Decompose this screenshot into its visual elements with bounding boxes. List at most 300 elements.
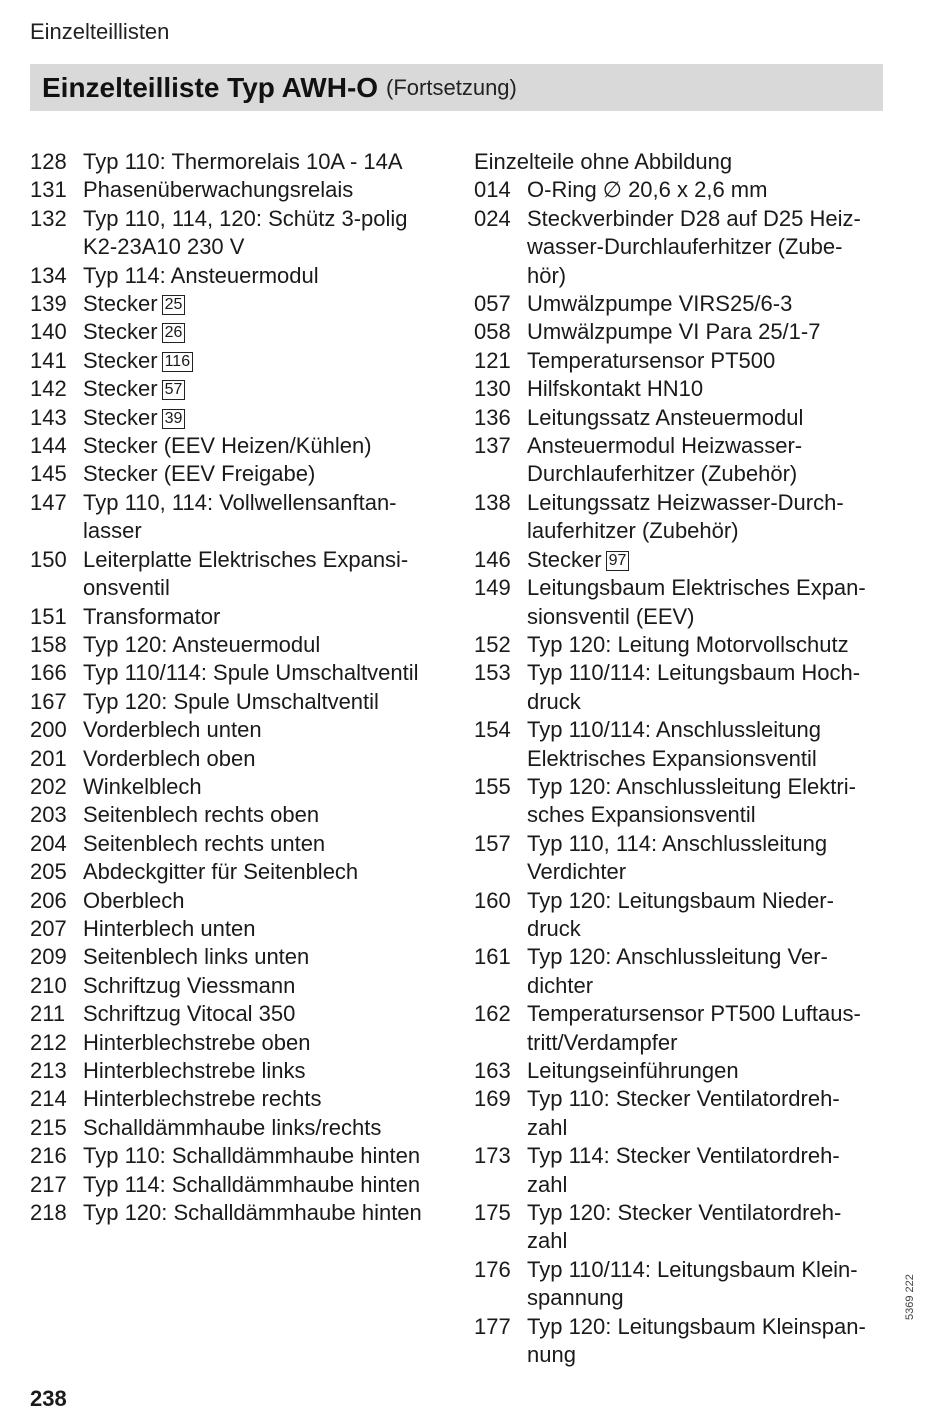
item-description-line (527, 972, 894, 1000)
item-description (527, 290, 894, 318)
item-description-line (527, 1142, 894, 1170)
item-description-line (527, 1256, 894, 1284)
list-item (30, 1114, 450, 1142)
list-item (474, 290, 894, 318)
item-number: 176 (474, 1256, 511, 1282)
item-description-line (83, 887, 450, 915)
list-item (30, 659, 450, 687)
item-description (527, 659, 894, 716)
item-text: Typ 110/114: Anschlussleitung (527, 717, 821, 743)
list-item (474, 773, 894, 830)
item-text: Stecker (83, 376, 158, 402)
item-description (83, 432, 450, 460)
item-description-line (83, 1000, 450, 1028)
item-number: 145 (30, 461, 67, 487)
list-item (30, 1057, 450, 1085)
item-description (527, 1057, 894, 1085)
item-text: Typ 120: Anschlussleitung Elektri- (527, 773, 856, 799)
item-text: Steckverbinder D28 auf D25 Heiz- (527, 205, 861, 231)
list-item (30, 1199, 450, 1227)
item-text: sionsventil (EEV) (527, 603, 695, 629)
document-code: 5369 222 (904, 1274, 916, 1320)
item-description-line (527, 1284, 894, 1312)
list-item (474, 830, 894, 887)
item-description-line (527, 318, 894, 346)
item-description-line (83, 773, 450, 801)
item-description-line (83, 517, 450, 545)
item-text: Typ 120: Spule Umschaltventil (83, 688, 379, 714)
item-description-line (83, 262, 450, 290)
item-description (83, 1142, 450, 1170)
item-text: Leitungssatz Heizwasser-Durch- (527, 489, 844, 515)
item-description (527, 347, 894, 375)
item-description (527, 830, 894, 887)
item-description-line (83, 176, 450, 204)
item-text: Typ 110, 114: Anschlussleitung (527, 830, 828, 856)
item-text: wasser-Durchlauferhitzer (Zube- (527, 234, 843, 260)
item-text: Stecker (83, 291, 158, 317)
list-item (30, 688, 450, 716)
item-description-line (527, 489, 894, 517)
item-text: Phasenüberwachungsrelais (83, 177, 354, 203)
connector-number-box: 97 (606, 551, 630, 571)
item-description-line (527, 290, 894, 318)
item-text: Seitenblech rechts oben (83, 802, 320, 828)
item-number: 131 (30, 177, 67, 203)
item-number: 211 (30, 1001, 66, 1027)
item-description (527, 943, 894, 1000)
item-text: Schriftzug Vitocal 350 (83, 1001, 296, 1027)
list-item (474, 574, 894, 631)
item-text: Leiterplatte Elektrisches Expansi- (83, 546, 409, 572)
item-text: Transformator (83, 603, 221, 629)
item-number: 143 (30, 404, 67, 430)
item-number: 163 (474, 1058, 511, 1083)
item-text: Typ 114: Schalldämmhaube hinten (83, 1171, 421, 1197)
item-description-line (83, 603, 450, 631)
item-number: 146 (474, 546, 511, 572)
list-item (30, 460, 450, 488)
item-text: Stecker (83, 404, 158, 430)
list-item (30, 1000, 450, 1028)
item-number: 217 (30, 1171, 67, 1197)
list-item (30, 943, 450, 971)
item-text: Hilfskontakt HN10 (527, 376, 704, 402)
item-description (83, 489, 450, 546)
item-text: Typ 110/114: Leitungsbaum Hoch- (527, 660, 861, 686)
item-number: 160 (474, 887, 511, 913)
item-description (83, 404, 450, 432)
item-number: 218 (30, 1200, 67, 1226)
list-item (30, 290, 450, 318)
item-text: Typ 120: Leitung Motorvollschutz (527, 631, 849, 657)
list-item (474, 887, 894, 944)
item-description-line (527, 432, 894, 460)
item-text: Typ 120: Ansteuermodul (83, 631, 321, 657)
item-text: Vorderblech oben (83, 745, 256, 771)
connector-number-box: 116 (162, 352, 194, 372)
item-description-line (83, 659, 450, 687)
item-number: 157 (474, 830, 511, 856)
item-text: lasser (83, 518, 142, 544)
item-text: Umwälzpumpe VI Para 25/1-7 (527, 319, 821, 345)
item-text: nung (527, 1342, 576, 1368)
item-description-line (527, 1057, 894, 1085)
list-item (30, 745, 450, 773)
item-text: Temperatursensor PT500 (527, 347, 776, 373)
item-text: zahl (527, 1114, 568, 1140)
item-description (527, 631, 894, 659)
item-text: Typ 110: Stecker Ventilatordreh- (527, 1086, 840, 1112)
item-number: 134 (30, 262, 67, 288)
item-text: Typ 120: Schalldämmhaube hinten (83, 1200, 422, 1226)
item-description (527, 574, 894, 631)
item-text: Oberblech (83, 887, 185, 913)
item-number: 203 (30, 802, 67, 828)
item-number: 138 (474, 489, 511, 515)
list-item (474, 347, 894, 375)
item-text: onsventil (83, 575, 170, 601)
connector-number-box: 39 (162, 409, 186, 429)
item-text: Verdichter (527, 859, 627, 885)
item-text: Hinterblech unten (83, 915, 256, 941)
item-description-line (83, 404, 450, 432)
connector-number-box: 26 (162, 323, 186, 343)
item-description-line (527, 801, 894, 829)
item-number: 200 (30, 717, 67, 743)
item-description-line (83, 972, 450, 1000)
list-item (30, 205, 450, 262)
list-item (474, 432, 894, 489)
item-description (83, 915, 450, 943)
item-text: druck (527, 915, 581, 941)
item-description-line (83, 631, 450, 659)
item-text: Hinterblechstrebe rechts (83, 1086, 322, 1112)
item-description-line (527, 1341, 894, 1369)
item-description-line (83, 1085, 450, 1113)
item-number: 137 (474, 433, 511, 459)
item-text: Stecker (EEV Heizen/Kühlen) (83, 433, 372, 459)
list-item (30, 887, 450, 915)
item-number: 058 (474, 319, 511, 345)
item-description-line (83, 943, 450, 971)
item-description (527, 432, 894, 489)
list-item (30, 915, 450, 943)
item-number: 216 (30, 1143, 67, 1169)
item-description-line (83, 233, 450, 261)
item-description (527, 1000, 894, 1057)
item-text: Stecker (83, 319, 158, 345)
item-number: 152 (474, 631, 511, 657)
list-item (474, 659, 894, 716)
item-text: Leitungseinführungen (527, 1058, 739, 1083)
item-text: Umwälzpumpe VIRS25/6-3 (527, 291, 793, 317)
list-item (30, 318, 450, 346)
item-number: 166 (30, 660, 67, 686)
item-text: lauferhitzer (Zubehör) (527, 518, 739, 544)
item-text: spannung (527, 1285, 624, 1311)
item-text: zahl (527, 1228, 568, 1254)
item-number: 121 (474, 347, 511, 373)
item-description-line (527, 830, 894, 858)
item-number: 202 (30, 773, 67, 799)
item-number: 173 (474, 1143, 511, 1169)
item-text: Ansteuermodul Heizwasser- (527, 433, 803, 459)
item-description-line (83, 1057, 450, 1085)
item-number: 147 (30, 489, 67, 515)
item-text: tritt/Verdampfer (527, 1029, 678, 1055)
list-item (474, 716, 894, 773)
list-item (30, 375, 450, 403)
item-text: Typ 110, 114: Vollwellensanftan- (83, 489, 397, 515)
item-description (83, 603, 450, 631)
item-description-line (83, 318, 450, 346)
item-description (527, 205, 894, 290)
list-item (30, 262, 450, 290)
item-number: 206 (30, 887, 67, 913)
item-text: Seitenblech links unten (83, 944, 310, 970)
item-text: Typ 114: Ansteuermodul (83, 262, 319, 288)
item-description (527, 404, 894, 432)
item-description-line (527, 688, 894, 716)
list-item (30, 489, 450, 546)
list-item (30, 631, 450, 659)
item-text: O-Ring ∅ 20,6 x 2,6 mm (527, 177, 768, 203)
item-description-line (527, 460, 894, 488)
item-description-line (83, 1142, 450, 1170)
item-description-line (527, 858, 894, 886)
item-text: Temperatursensor PT500 Luftaus- (527, 1001, 861, 1027)
item-text: hör) (527, 262, 567, 288)
item-number: 161 (474, 944, 511, 970)
list-item (30, 1085, 450, 1113)
item-description (83, 887, 450, 915)
list-item (474, 1199, 894, 1256)
list-item (30, 148, 450, 176)
item-description (83, 1085, 450, 1113)
item-description-line (527, 1085, 894, 1113)
item-description (83, 375, 450, 403)
item-description-line (83, 801, 450, 829)
item-text: Hinterblechstrebe oben (83, 1029, 311, 1055)
item-text: Typ 110, 114, 120: Schütz 3-polig (83, 205, 408, 231)
item-description (527, 489, 894, 546)
item-description-line (527, 1000, 894, 1028)
item-number: 204 (30, 830, 67, 856)
list-item (30, 546, 450, 603)
item-number: 169 (474, 1086, 511, 1112)
list-item (474, 489, 894, 546)
item-number: 132 (30, 205, 67, 231)
list-item (30, 404, 450, 432)
item-description-line (527, 1114, 894, 1142)
item-text: K2-23A10 230 V (83, 234, 245, 260)
item-number: 151 (30, 603, 67, 629)
item-description-line (527, 1171, 894, 1199)
list-item (30, 603, 450, 631)
item-description-line (527, 574, 894, 602)
item-description-line (83, 375, 450, 403)
item-description-line (83, 205, 450, 233)
item-description (83, 943, 450, 971)
list-item (474, 1313, 894, 1370)
list-item (474, 375, 894, 403)
list-item (30, 347, 450, 375)
item-text: Vorderblech unten (83, 717, 262, 743)
item-description-line (527, 745, 894, 773)
item-description-line (527, 205, 894, 233)
item-number: 213 (30, 1058, 67, 1083)
item-description-line (83, 1114, 450, 1142)
item-description (83, 858, 450, 886)
item-number: 177 (474, 1313, 511, 1339)
list-item (474, 404, 894, 432)
item-description-line (527, 1227, 894, 1255)
item-text: Stecker (EEV Freigabe) (83, 461, 316, 487)
page-title: Einzelteilliste Typ AWH-O (42, 71, 379, 103)
item-description (83, 972, 450, 1000)
item-text: Abdeckgitter für Seitenblech (83, 859, 359, 885)
item-text: sches Expansionsventil (527, 802, 756, 828)
item-description-line (83, 830, 450, 858)
item-description-line (83, 347, 450, 375)
item-description (83, 1029, 450, 1057)
item-description-line (83, 460, 450, 488)
item-description (83, 773, 450, 801)
item-description (83, 176, 450, 204)
item-description-line (527, 631, 894, 659)
item-text: Seitenblech rechts unten (83, 830, 326, 856)
list-item (474, 546, 894, 574)
list-item (30, 1142, 450, 1170)
connector-number-box: 25 (162, 295, 186, 315)
item-number: 142 (30, 376, 67, 402)
connector-number-box: 57 (162, 380, 186, 400)
list-item (30, 830, 450, 858)
item-number: 158 (30, 631, 67, 657)
item-number: 149 (474, 575, 511, 601)
item-description (83, 830, 450, 858)
item-description-line (527, 1199, 894, 1227)
item-text: Typ 120: Anschlussleitung Ver- (527, 944, 828, 970)
list-item (474, 1000, 894, 1057)
item-number: 167 (30, 688, 67, 714)
item-number: 130 (474, 376, 511, 402)
list-item (30, 1029, 450, 1057)
list-item (30, 432, 450, 460)
list-item (30, 176, 450, 204)
page-number: 238 (30, 1386, 67, 1411)
item-description-line (83, 574, 450, 602)
item-number: 162 (474, 1001, 511, 1027)
item-description (83, 318, 450, 346)
item-text: Stecker (83, 347, 158, 373)
item-description (83, 1057, 450, 1085)
item-description (527, 773, 894, 830)
item-description (527, 887, 894, 944)
item-number: 205 (30, 859, 67, 885)
item-description (83, 546, 450, 603)
item-description-line (527, 887, 894, 915)
item-number: 175 (474, 1200, 511, 1226)
item-description (527, 176, 894, 204)
item-number: 140 (30, 319, 67, 345)
item-description (83, 631, 450, 659)
item-description (527, 1199, 894, 1256)
item-description (527, 546, 894, 574)
item-description (83, 1114, 450, 1142)
item-description (83, 745, 450, 773)
item-number: 024 (474, 205, 511, 231)
list-heading: Einzelteile ohne Abbildung (474, 149, 733, 174)
item-number: 212 (30, 1029, 67, 1055)
item-description (83, 716, 450, 744)
item-description-line (83, 432, 450, 460)
list-item (474, 631, 894, 659)
item-text: Typ 120: Leitungsbaum Kleinspan- (527, 1313, 866, 1339)
parts-list-right (474, 148, 894, 1369)
item-description-line (83, 148, 450, 176)
item-description (527, 375, 894, 403)
item-description-line (83, 688, 450, 716)
item-description-line (527, 347, 894, 375)
list-item (30, 858, 450, 886)
item-text: Typ 110/114: Spule Umschaltventil (83, 660, 419, 686)
item-number: 214 (30, 1086, 67, 1112)
item-description-line (527, 659, 894, 687)
item-description-line (527, 375, 894, 403)
item-description-line (83, 1171, 450, 1199)
item-text: Hinterblechstrebe links (83, 1058, 306, 1083)
item-text: Typ 110: Thermorelais 10A - 14A (83, 149, 403, 174)
item-text: Typ 114: Stecker Ventilatordreh- (527, 1143, 840, 1169)
list-item (474, 943, 894, 1000)
list-item (474, 1142, 894, 1199)
page-title-suffix: (Fortsetzung) (386, 74, 517, 100)
item-number: 210 (30, 972, 67, 998)
item-description-line (527, 603, 894, 631)
item-text: dichter (527, 972, 594, 998)
item-description-line (527, 176, 894, 204)
item-description-line (527, 233, 894, 261)
item-number: 154 (474, 717, 511, 743)
list-item (30, 801, 450, 829)
item-description (83, 1199, 450, 1227)
item-description (83, 688, 450, 716)
list-item (30, 1171, 450, 1199)
item-number: 150 (30, 546, 67, 572)
item-description (83, 148, 450, 176)
item-text: Typ 110/114: Leitungsbaum Klein- (527, 1256, 858, 1282)
item-number: 136 (474, 404, 511, 430)
item-number: 215 (30, 1114, 67, 1140)
item-text: Elektrisches Expansionsventil (527, 745, 817, 771)
parts-list-left (30, 148, 450, 1227)
item-description (83, 262, 450, 290)
item-description-line (83, 745, 450, 773)
item-text: Typ 120: Stecker Ventilatordreh- (527, 1200, 842, 1226)
item-number: 014 (474, 177, 511, 203)
item-description-line (83, 915, 450, 943)
item-number: 141 (30, 347, 67, 373)
list-item (474, 318, 894, 346)
item-description-line (527, 1313, 894, 1341)
item-description (527, 716, 894, 773)
item-number: 128 (30, 149, 67, 174)
list-item (474, 1256, 894, 1313)
item-text: Stecker (527, 546, 602, 572)
item-text: Leitungssatz Ansteuermodul (527, 404, 804, 430)
